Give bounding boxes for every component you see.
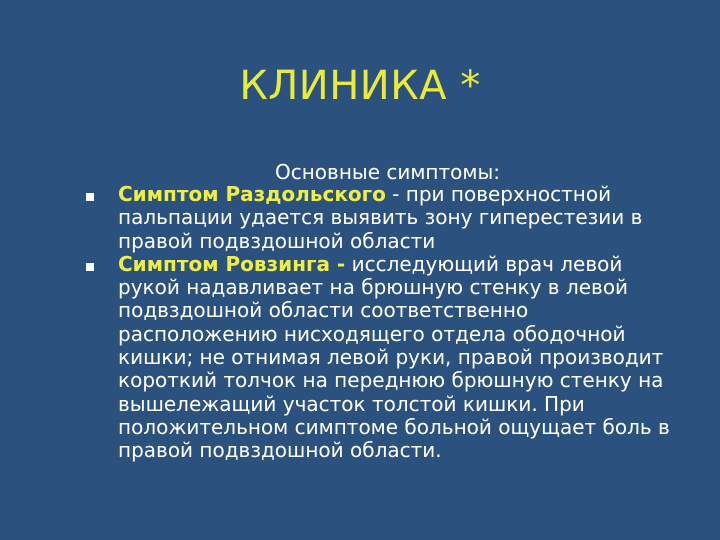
slide-subtitle: Основные симптомы:: [274, 160, 501, 184]
symptom-name: Симптом Ровзинга -: [118, 251, 346, 276]
slide-title: КЛИНИКА *: [239, 63, 481, 109]
symptom-name: Симптом Раздольского: [118, 182, 386, 206]
list-item: [86, 183, 686, 253]
square-bullet-icon: [86, 193, 94, 201]
square-bullet-icon: [86, 263, 94, 271]
symptom-description: - при поверхностной пальпации удается выявить зону гиперестезии в правой подвздошной области: [118, 182, 643, 253]
list-item: [86, 253, 686, 463]
symptom-description: исследующий врач левой рукой надавливает на брюшную стенку в левой подвздошной области соответственно расположению нисходящего отдела ободочной кишки; не отнимая левой руки, правой производит короткий толчок на переднюю брюшную стенку на вышележащий участок толстой кишки. При положительном симптоме больной ощущает боль в правой подвздошной области.: [118, 251, 670, 463]
symptom-list: [86, 183, 686, 463]
